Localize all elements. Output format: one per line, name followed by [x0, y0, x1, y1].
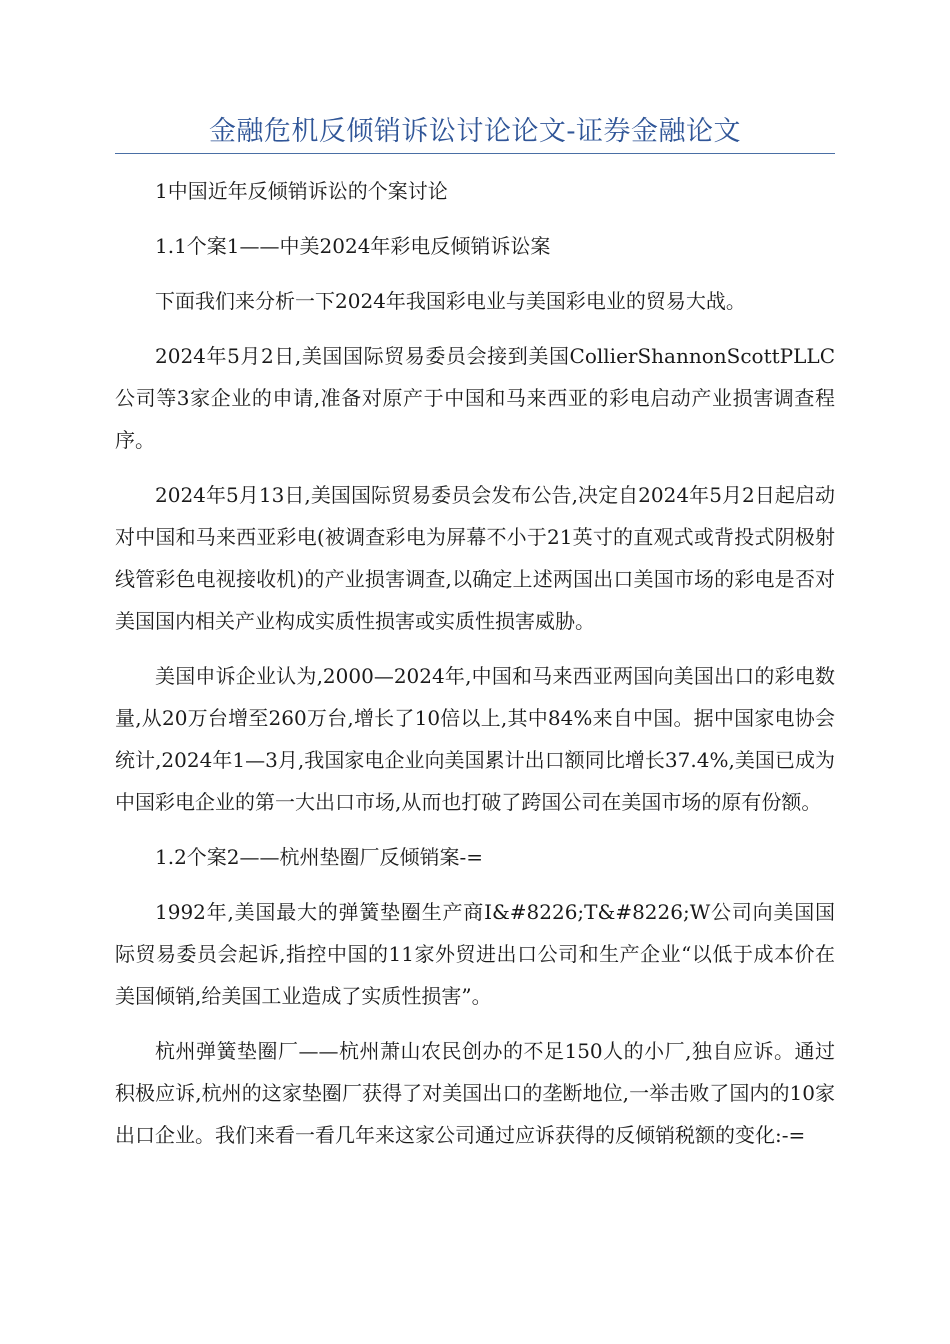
paragraph: 杭州弹簧垫圈厂——杭州萧山农民创办的不足150人的小厂,独自应诉。通过积极应诉,杭州的这家垫圈厂获得了对美国出口的垄断地位,一举击败了国内的10家出口企业。我们来看一看几年来这家公司通过应诉获得的反倾销税额的变化:-=	[115, 1039, 835, 1147]
title-underline	[115, 153, 835, 154]
paragraph: 2024年5月2日,美国国际贸易委员会接到美国CollierShannonScottPLLC公司等3家企业的申请,准备对原产于中国和马来西亚的彩电启动产业损害调查程序。	[115, 344, 835, 452]
subsection-heading: 1.1个案1——中美2024年彩电反倾销诉讼案	[155, 234, 551, 258]
document-title: 金融危机反倾销诉讼讨论论文-证券金融论文	[208, 116, 742, 147]
section-heading: 1中国近年反倾销诉讼的个案讨论	[155, 179, 448, 203]
paragraph: 2024年5月13日,美国国际贸易委员会发布公告,决定自2024年5月2日起启动对中国和马来西亚彩电(被调查彩电为屏幕不小于21英寸的直观式或背投式阴极射线管彩色电视接收机)的产业损害调查,以确定上述两国出口美国市场的彩电是否对美国国内相关产业构成实质性损害或实质性损害威胁。	[115, 483, 835, 633]
paragraph: 1992年,美国最大的弹簧垫圈生产商I&#8226;T&#8226;W公司向美国国际贸易委员会起诉,指控中国的11家外贸进出口公司和生产企业“以低于成本价在美国倾销,给美国工业造成了实质性损害”。	[115, 900, 835, 1008]
paragraph: 下面我们来分析一下2024年我国彩电业与美国彩电业的贸易大战。	[155, 289, 746, 313]
document-body	[115, 170, 835, 1169]
subsection-heading: 1.2个案2——杭州垫圈厂反倾销案-=	[155, 845, 484, 869]
paragraph: 美国申诉企业认为,2000—2024年,中国和马来西亚两国向美国出口的彩电数量,从20万台增至260万台,增长了10倍以上,其中84%来自中国。据中国家电协会统计,2024年1—3月,我国家电企业向美国累计出口额同比增长37.4%,美国已成为中国彩电企业的第一大出口市场,从而也打破了跨国公司在美国市场的原有份额。	[115, 664, 835, 814]
